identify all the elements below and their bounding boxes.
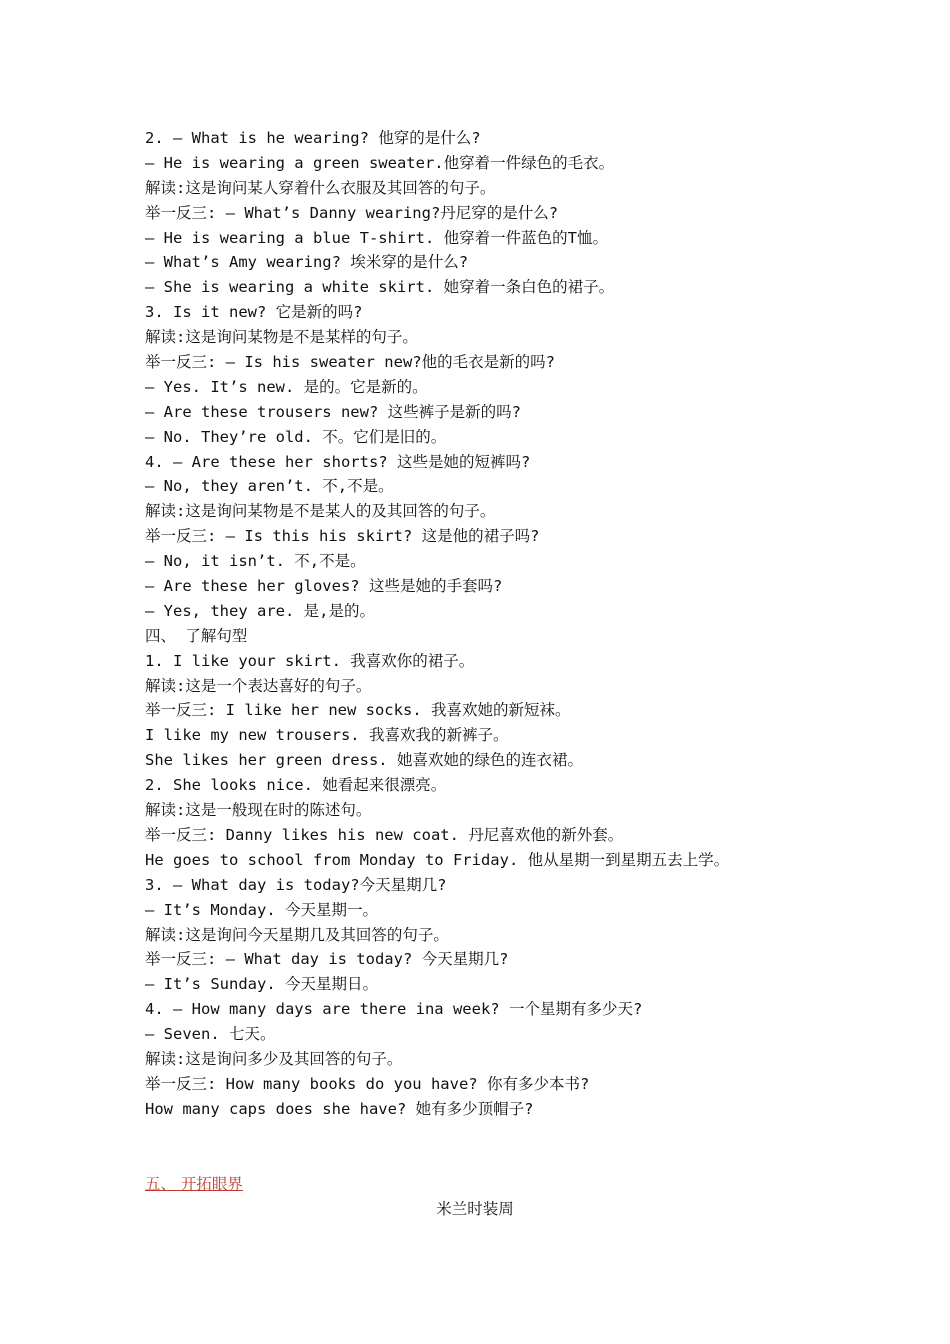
text-line: 举一反三: I like her new socks. 我喜欢她的新短袜。 [145,701,571,720]
text-line: — No. They’re old. 不。它们是旧的。 [145,427,447,446]
text-line: 举一反三: Danny likes his new coat. 丹尼喜欢他的新外套。 [145,825,624,844]
text-line: 2. She looks nice. 她看起来很漂亮。 [145,776,447,795]
text-line: She likes her green dress. 她喜欢她的绿色的连衣裙。 [145,751,583,770]
text-line: 解读:这是一个表达喜好的句子。 [145,676,372,695]
text-line: — Seven. 七天。 [145,1025,276,1044]
article-title: 米兰时装周 [436,1200,514,1218]
text-line: 举一反三: — Is this his skirt? 这是他的裙子吗? [145,527,540,546]
text-line: — No, they aren’t. 不,不是。 [145,477,394,496]
text-line: 3. Is it new? 它是新的吗? [145,303,363,322]
text-line: 解读:这是询问某人穿着什么衣服及其回答的句子。 [145,178,496,197]
text-line: — Are these her gloves? 这些是她的手套吗? [145,577,503,596]
text-line: — Yes, they are. 是,是的。 [145,601,375,620]
text-line: — She is wearing a white skirt. 她穿着一条白色的裙子。 [145,278,615,297]
text-line: 4. — How many days are there ina week? 一个星期有多少天? [145,1000,643,1019]
text-line: — It’s Sunday. 今天星期日。 [145,975,378,994]
text-line: — He is wearing a blue T-shirt. 他穿着一件蓝色的T恤。 [145,228,608,247]
text-line: 解读:这是询问某物是不是某人的及其回答的句子。 [145,502,496,521]
text-line: 举一反三: — What’s Danny wearing?丹尼穿的是什么? [145,203,559,222]
text-line: He goes to school from Monday to Friday. 他从星期一到星期五去上学。 [145,850,730,869]
text-line: — It’s Monday. 今天星期一。 [145,900,378,919]
text-line: — What’s Amy wearing? 埃米穿的是什么? [145,253,469,272]
text-line: — No, it isn’t. 不,不是。 [145,552,366,571]
text-line: 2. — What is he wearing? 他穿的是什么? [145,129,481,147]
text-line: 解读:这是一般现在时的陈述句。 [145,801,372,820]
text-line: — He is wearing a green sweater.他穿着一件绿色的毛衣。 [145,153,615,172]
text-line: 举一反三: — Is his sweater new?他的毛衣是新的吗? [145,353,555,372]
document-body [145,126,845,1122]
text-line: 解读:这是询问多少及其回答的句子。 [145,1049,403,1068]
section-heading-five: 五、 开拓眼界 [145,1175,243,1193]
text-line: I like my new trousers. 我喜欢我的新裤子。 [145,726,509,745]
section-heading-four: 四、 了解句型 [145,626,248,645]
text-line: 举一反三: — What day is today? 今天星期几? [145,950,509,969]
text-line: 解读:这是询问某物是不是某样的句子。 [145,328,418,347]
text-line: 1. I like your skirt. 我喜欢你的裙子。 [145,651,475,670]
text-line: — Yes. It’s new. 是的。它是新的。 [145,377,428,396]
text-line: 3. — What day is today?今天星期几? [145,875,447,894]
text-line: 举一反三: How many books do you have? 你有多少本书? [145,1074,590,1093]
text-line: — Are these trousers new? 这些裤子是新的吗? [145,402,521,421]
text-line: 解读:这是询问今天星期几及其回答的句子。 [145,925,449,944]
text-line: How many caps does she have? 她有多少顶帽子? [145,1099,534,1118]
text-line: 4. — Are these her shorts? 这些是她的短裤吗? [145,452,531,471]
